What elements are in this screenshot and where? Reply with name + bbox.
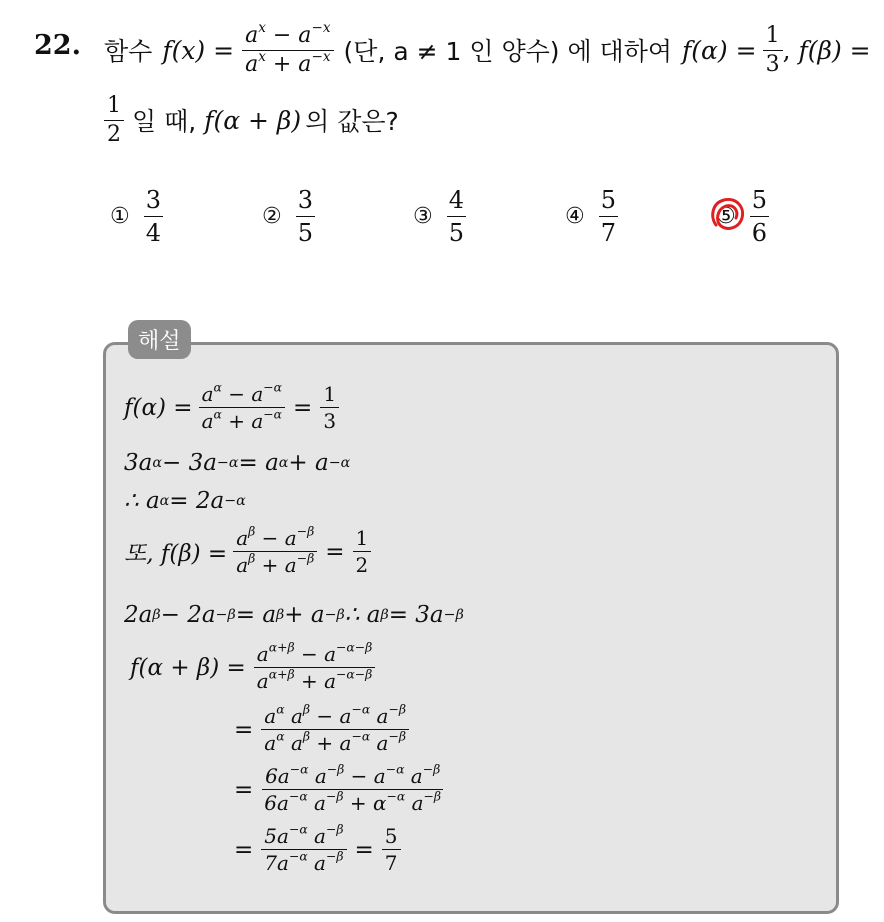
solution-line-2: 3a α − 3a −α = a α + a −α	[124, 450, 351, 476]
sol-l9-eq: =	[234, 836, 254, 863]
sol-l4-rhs-fraction	[353, 528, 372, 575]
solution-line-7	[234, 701, 409, 755]
comma: ,	[782, 35, 791, 65]
question-when: 일 때,	[132, 107, 197, 136]
sol-l8-num: $6a^{-\alpha}$ $a^{-\beta} - a^{-\alpha}$ $a^{-\beta}$	[262, 766, 443, 790]
choice-3-fraction	[447, 188, 466, 245]
sol-l6-den: $a^{\alpha+\beta} + a^{-\alpha-\beta}$	[256, 666, 373, 693]
choice-5-den: 6	[751, 219, 768, 247]
choice-4-num: 5	[599, 188, 618, 217]
choice-3-num: 4	[447, 188, 466, 217]
choice-3-mark: ③	[413, 204, 433, 229]
solution-line-8	[234, 761, 444, 815]
sol-l6-num: $a^{\alpha+\beta} - a^{-\alpha-\beta}$	[254, 644, 376, 668]
solution-line-5: 2a β − 2a −β = a β + a −β ∴ a β = 3a −β	[124, 602, 464, 628]
choice-4-fraction	[599, 188, 618, 245]
sol-l7-eq: =	[234, 716, 254, 743]
choice-2-num: 3	[296, 188, 315, 217]
sol-l8-den: $6a^{-\alpha}$ $a^{-\beta} + \alpha^{-\alpha}$ $a^{-\beta}$	[264, 788, 442, 815]
half-num: 1	[104, 95, 124, 121]
choice-5-fraction	[750, 188, 769, 245]
question-line-1	[104, 12, 871, 88]
question-number: 22.	[34, 30, 81, 61]
sol-l1-num: $a^\alpha - a^{-\alpha}$	[199, 384, 285, 408]
f-alpha-label: f(α) =	[682, 35, 757, 65]
solution-line-1	[124, 379, 339, 433]
choice-1-fraction	[144, 188, 163, 245]
f-beta-label: f(β) =	[798, 35, 871, 65]
sol-l9-rhs-fraction	[382, 826, 401, 873]
choice-2[interactable]	[262, 188, 315, 245]
sol-l9-rnum: 5	[382, 826, 401, 850]
sol-l1-rhs-fraction	[320, 384, 339, 431]
sol-l4-num: $a^\beta - a^{-\beta}$	[233, 528, 317, 552]
f-sum-label: f(α + β)	[204, 105, 302, 135]
solution-line-6	[130, 639, 375, 693]
sol-l9-num: $5a^{-\alpha}$ $a^{-\beta}$	[261, 826, 346, 850]
sol-l1-rnum: 1	[320, 384, 339, 408]
sol-l6-fraction	[254, 639, 376, 693]
sol-l8-eq: =	[234, 776, 254, 803]
half-den: 2	[107, 121, 121, 147]
one-third-num: 1	[763, 25, 783, 51]
sol-l6-lhs: f(α + β) =	[130, 654, 246, 681]
sol-l8-fraction	[261, 761, 444, 815]
sol-l4-den: $a^\beta + a^{-\beta}$	[236, 550, 315, 577]
sol-l4-rnum: 1	[353, 528, 372, 552]
choice-2-den: 5	[297, 219, 314, 247]
choice-4-mark: ④	[565, 204, 585, 229]
choice-5-mark	[716, 204, 736, 229]
function-fraction	[242, 19, 333, 77]
sol-l7-den: $a^\alpha$ $a^\beta + a^{-\alpha}$ $a^{-\beta}$	[264, 728, 407, 755]
solution-label: 해설	[128, 320, 191, 359]
sol-l7-fraction	[261, 701, 409, 755]
sol-l1-eq: =	[293, 394, 313, 421]
sol-l1-lhs: f(α) =	[124, 394, 193, 421]
one-third-den: 3	[765, 51, 780, 77]
choice-5-mark-text: ⑤	[716, 204, 736, 229]
choice-3[interactable]	[413, 188, 466, 245]
sol-l1-rden: 3	[323, 409, 337, 433]
choice-2-fraction	[296, 188, 315, 245]
solution-line-3: ∴ a α = 2a −α	[124, 488, 246, 514]
choice-3-den: 5	[448, 219, 465, 247]
sol-l4-rden: 2	[355, 553, 369, 577]
half-fraction	[104, 92, 124, 147]
sol-l1-fraction	[199, 379, 285, 433]
sol-l1-den: $a^\alpha + a^{-\alpha}$	[201, 406, 283, 433]
choice-4-den: 7	[600, 219, 617, 247]
sol-l9-fraction	[261, 821, 346, 875]
function-numerator: $a^x - a^{-x}$	[242, 25, 333, 51]
sol-l7-num: $a^\alpha$ $a^\beta - a^{-\alpha}$ $a^{-\beta}$	[261, 706, 409, 730]
question-ask: 의 값은?	[305, 107, 399, 136]
sol-l9-den: $7a^{-\alpha}$ $a^{-\beta}$	[264, 848, 344, 875]
f-x-label: f(x) =	[162, 35, 235, 65]
solution-line-9	[234, 821, 401, 875]
choice-1-num: 3	[144, 188, 163, 217]
sol-l4-lhs: 또, f(β) =	[124, 541, 228, 567]
question-line-2	[104, 88, 399, 152]
sol-l9-eq2: =	[354, 836, 374, 863]
choice-4[interactable]	[565, 188, 618, 245]
question-intro: 함수	[104, 37, 153, 66]
one-third-fraction	[763, 22, 783, 77]
solution-line-4	[124, 523, 371, 577]
choice-5[interactable]	[716, 188, 769, 245]
question-condition: (단, a ≠ 1 인 양수) 에 대하여	[343, 37, 673, 66]
choice-1-den: 4	[145, 219, 162, 247]
function-denominator: $a^x + a^{-x}$	[245, 48, 331, 77]
choice-1[interactable]	[110, 188, 163, 245]
sol-l4-eq: =	[325, 538, 345, 565]
choice-5-num: 5	[750, 188, 769, 217]
sol-l9-rden: 7	[384, 851, 398, 875]
sol-l4-fraction	[233, 523, 317, 577]
choice-1-mark: ①	[110, 204, 130, 229]
choice-2-mark: ②	[262, 204, 282, 229]
